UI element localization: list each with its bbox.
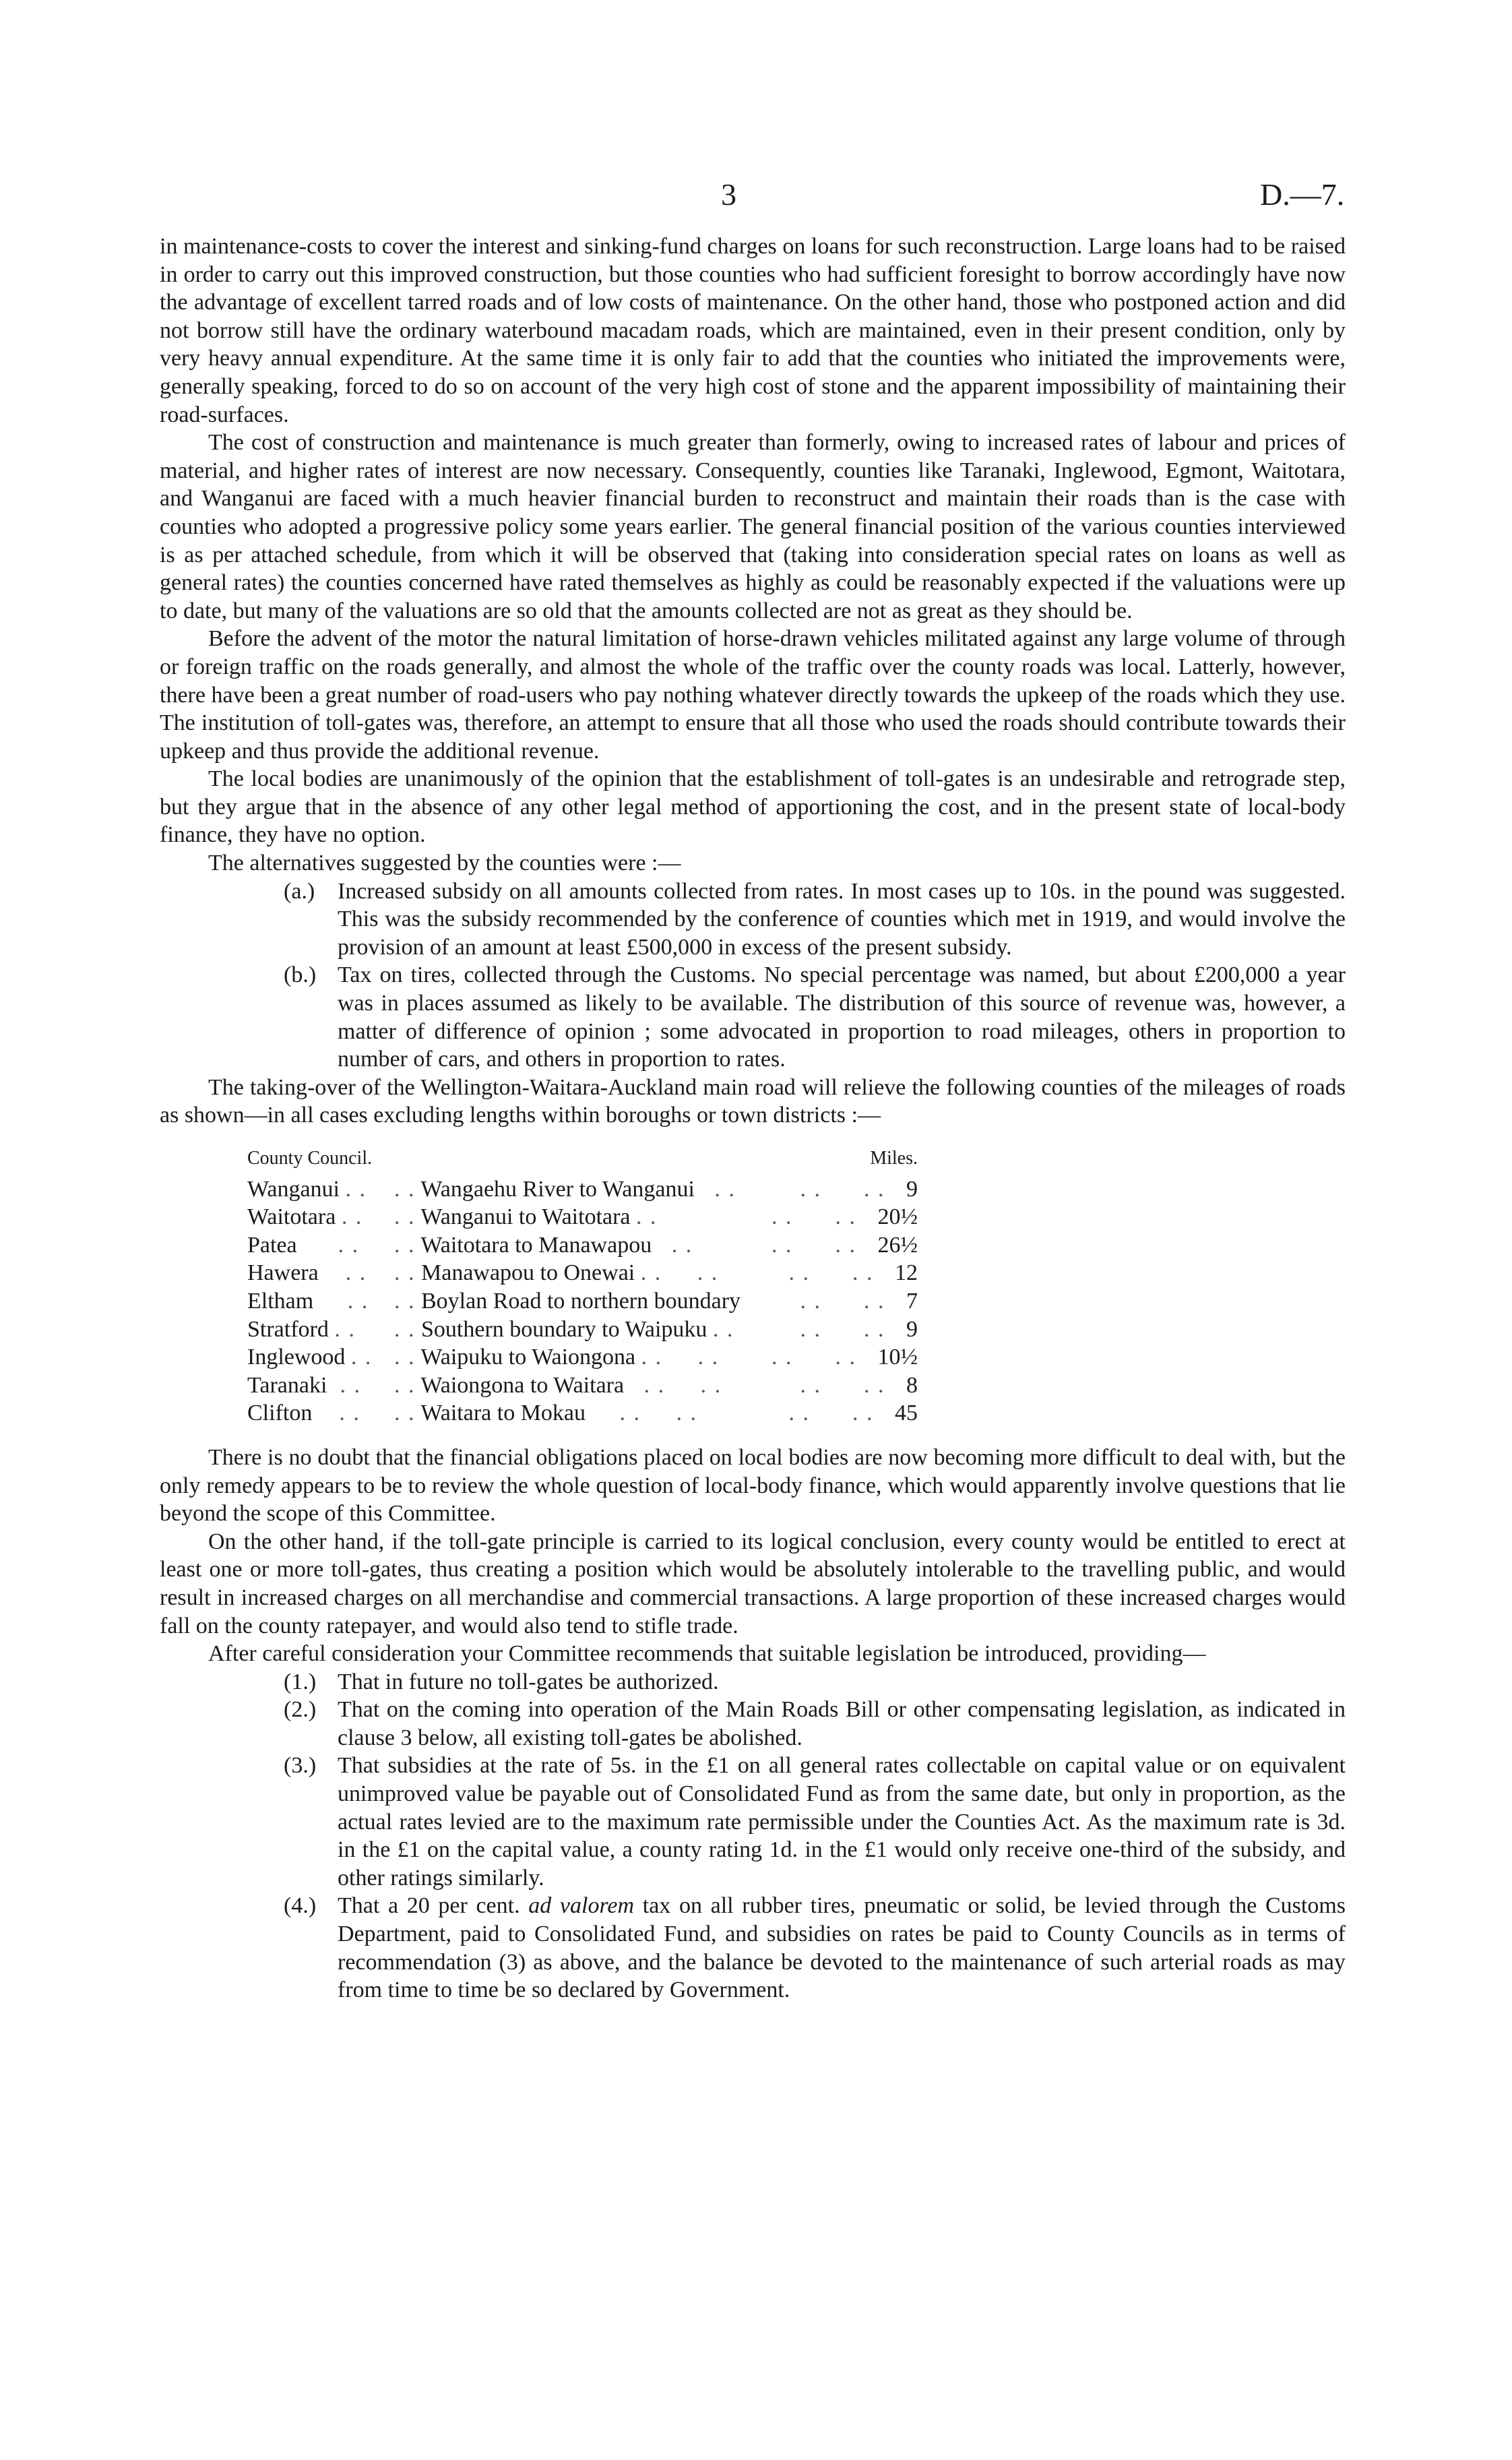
list-text-post: tax on all rubber tires, pneumatic or solid, be levied through the Customs Department, paid to Consolidated Fund, and subsidies on rates be paid to County Councils as in terms of recommendation (3) as above, and the balance be devoted to the maintenance of such arterial roads as may from time to time be so declared by Government. bbox=[338, 1893, 1346, 2003]
list-text: Increased subsidy on all amounts collected from rates. In most cases up to 10s. in the pound was suggested. This was the subsidy recommended by the conference of counties which met in 1919, and would involve the provision of an amount at least £500,000 in excess of the present subsidy. bbox=[338, 878, 1346, 960]
county-cell: Waitotara bbox=[247, 1204, 336, 1230]
paragraph-alternatives-intro: The alternatives suggested by the counties were :— bbox=[208, 851, 681, 876]
road-cell: Waitotara to Manawapou bbox=[420, 1232, 652, 1258]
miles-cell: 10½ bbox=[877, 1345, 918, 1370]
road-cell: Manawapou to Onewai bbox=[421, 1260, 635, 1286]
paragraph-toll-gate-principle: On the other hand, if the toll-gate principle is carried to its logical conclusion, every county would be entitled to erect at least one or more toll-gates, thus creating a position which would be absolutely intolerable to the travelling public, and would result in increased charges on all merchandise and commercial transactions. A large proportion of these increased charges would fall on the county ratepayer, and would also tend to stifle trade. bbox=[160, 1529, 1346, 1638]
table-row: Waitotara . . . . Wanganui to Waitotara . . . . . . 20½ bbox=[247, 1204, 918, 1230]
list-item bbox=[160, 1668, 1346, 1696]
column-header-county: County Council. bbox=[247, 1148, 373, 1169]
list-label: (3.) bbox=[284, 1753, 317, 1779]
list-text: That on the coming into operation of the Main Roads Bill or other compensating legislation, as indicated in clause 3 below, all existing toll-gates be abolished. bbox=[338, 1697, 1346, 1750]
list-label: (1.) bbox=[284, 1669, 317, 1694]
road-cell: Wangaehu River to Wanganui bbox=[420, 1176, 695, 1202]
page-number: 3 bbox=[721, 177, 736, 212]
table-row: Hawera . . . . Manawapou to Onewai . . . . . . . . 12 bbox=[247, 1260, 918, 1286]
list-label: (b.) bbox=[284, 962, 317, 988]
miles-cell: 12 bbox=[895, 1260, 918, 1286]
list-text: That subsidies at the rate of 5s. in the £1 on all general rates collectable on capital value or on equivalent unimproved value be payable out of Consolidated Fund as from the same date, but only in proportion, as the actual rates levied are to the maximum rate permissible under the Counties Act. As the maximum rate is 3d. in the £1 on the capital value, a county rating 1d. in the £1 would only receive one-third of the subsidy, and other ratings similarly. bbox=[338, 1753, 1346, 1890]
paragraph-cost: The cost of construction and maintenance is much greater than formerly, owing to increased rates of labour and prices of material, and higher rates of interest are now necessary. Consequently, counties like Taranaki, Inglewood, Egmont, Waitotara, and Wanganui are faced with a much heavier financial burden to reconstruct and maintain their roads than is the case with counties who adopted a progressive policy some years earlier. The general financial position of the various counties interviewed is as per attached schedule, from which it will be observed that (taking into consideration special rates on loans as well as general rates) the counties concerned have rated themselves as highly as could be reasonably expected if the valuations were up to date, but many of the valuations are so old that the amounts collected are not as great as they should be. bbox=[160, 430, 1346, 623]
miles-cell: 9 bbox=[906, 1176, 918, 1202]
table-row: Wanganui . . . . Wangaehu River to Wanganui . . . . . . 9 bbox=[247, 1176, 918, 1202]
road-cell: Waipuku to Waiongona bbox=[420, 1345, 636, 1370]
road-cell: Wanganui to Waitotara bbox=[420, 1204, 631, 1230]
paragraph-committee-recommends: After careful consideration your Committee recommends that suitable legislation be introduced, providing— bbox=[208, 1641, 1206, 1667]
county-cell: Stratford bbox=[247, 1316, 329, 1342]
paragraph-continuation: in maintenance-costs to cover the interest and sinking-fund charges on loans for such reconstruction. Large loans had to be raised in order to carry out this improved construction, but those counties who had sufficient foresight to borrow accordingly have now the advantage of excellent tarred roads and of low costs of maintenance. On the other hand, those who postponed action and did not borrow still have the ordinary waterbound macadam roads, which are maintained, even in their present condition, only by very heavy annual expenditure. At the same time it is only fair to add that the counties who initiated the improvements were, generally speaking, forced to do so on account of the very high cost of stone and the apparent impossibility of maintaining their road-surfaces. bbox=[160, 234, 1346, 427]
list-item bbox=[160, 878, 1346, 962]
list-text: Tax on tires, collected through the Customs. No special percentage was named, but about £200,000 a year was in places assumed as likely to be available. The distribution of this source of revenue was, however, a matter of difference of opinion ; some advocated in proportion to road mileages, others in proportion to number of cars, and others in proportion to rates. bbox=[338, 962, 1346, 1072]
county-cell: Inglewood bbox=[247, 1345, 346, 1370]
county-cell: Eltham bbox=[247, 1288, 314, 1314]
miles-cell: 45 bbox=[895, 1401, 918, 1426]
list-item bbox=[160, 1696, 1346, 1752]
road-cell: Boylan Road to northern boundary bbox=[421, 1288, 741, 1314]
alternatives-list bbox=[160, 878, 1346, 1074]
paragraph-financial-obligations: There is no doubt that the financial obligations placed on local bodies are now becoming more difficult to deal with, but the only remedy appears to be to review the whole question of local-body finance, which would apparently involve questions that lie beyond the scope of this Committee. bbox=[160, 1444, 1346, 1527]
county-cell: Patea bbox=[247, 1232, 297, 1258]
column-header-miles: Miles. bbox=[870, 1148, 918, 1169]
county-cell: Taranaki bbox=[247, 1372, 327, 1398]
county-cell: Wanganui bbox=[247, 1176, 340, 1202]
miles-cell: 9 bbox=[906, 1316, 918, 1342]
table-row: Inglewood . . . . Waipuku to Waiongona . . . . . . . . 10½ bbox=[247, 1345, 918, 1370]
list-text-italic: ad valorem bbox=[528, 1893, 635, 1919]
table-header-row bbox=[247, 1144, 918, 1175]
paragraph-taking-over: The taking-over of the Wellington-Waitara-Auckland main road will relieve the following counties of the mileages of roads as shown—in all cases excluding lengths within boroughs or town districts :— bbox=[160, 1074, 1346, 1128]
county-cell: Clifton bbox=[247, 1401, 313, 1426]
document-id: D.—7. bbox=[1260, 177, 1345, 212]
road-cell: Waiongona to Waitara bbox=[420, 1372, 625, 1398]
table-row: Clifton . . . . Waitara to Mokau . . . . . . . . 45 bbox=[247, 1401, 918, 1426]
list-label: (a.) bbox=[284, 878, 315, 904]
county-mileage-table bbox=[247, 1144, 918, 1427]
miles-cell: 7 bbox=[906, 1288, 918, 1314]
list-text-pre: That a 20 per cent. bbox=[338, 1893, 520, 1919]
paragraph-motor: Before the advent of the motor the natural limitation of horse-drawn vehicles militated against any large volume of through or foreign traffic on the roads generally, and almost the whole of the traffic over the county roads was local. Latterly, however, there have been a great number of road-users who pay nothing whatever directly towards the upkeep of the roads which they use. The institution of toll-gates was, therefore, an attempt to ensure that all those who used the roads should contribute towards their upkeep and thus provide the additional revenue. bbox=[160, 626, 1346, 764]
road-cell: Waitara to Mokau bbox=[420, 1401, 586, 1426]
list-label: (4.) bbox=[284, 1893, 317, 1919]
document-body bbox=[160, 233, 1346, 2004]
road-cell: Southern boundary to Waipuku bbox=[421, 1316, 707, 1342]
list-item bbox=[160, 1892, 1346, 2004]
table-row: Taranaki . . . . Waiongona to Waitara . . . . . . . . 8 bbox=[247, 1372, 918, 1398]
list-text: That in future no toll-gates be authorized. bbox=[338, 1669, 719, 1694]
table-row: Eltham . . . . Boylan Road to northern boundary . . . . 7 bbox=[247, 1288, 918, 1314]
list-label: (2.) bbox=[284, 1697, 317, 1723]
miles-cell: 20½ bbox=[877, 1204, 918, 1230]
table-row: Stratford . . . . Southern boundary to Waipuku . . . . . . 9 bbox=[247, 1316, 918, 1342]
miles-cell: 8 bbox=[906, 1372, 918, 1398]
table-row: Patea . . . . Waitotara to Manawapou . . . . . . 26½ bbox=[247, 1232, 918, 1258]
miles-cell: 26½ bbox=[877, 1232, 918, 1258]
paragraph-local-bodies: The local bodies are unanimously of the opinion that the establishment of toll-gates is an undesirable and retrograde step, but they argue that in the absence of any other legal method of apportioning the cost, and in the present state of local-body finance, they have no option. bbox=[160, 766, 1346, 848]
list-item bbox=[160, 961, 1346, 1073]
county-cell: Hawera bbox=[247, 1260, 319, 1286]
list-item bbox=[160, 1752, 1346, 1892]
recommendations-list bbox=[160, 1668, 1346, 2004]
